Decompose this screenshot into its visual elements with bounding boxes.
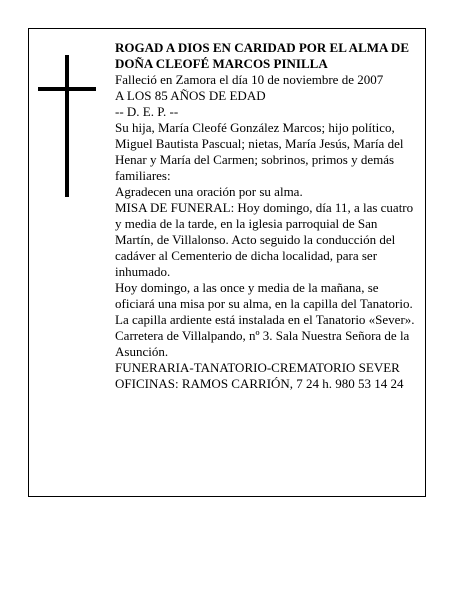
- mass-paragraph: Hoy domingo, a las once y media de la mañana, se oficiará una misa por su alma, en la capilla del Tanatorio.: [115, 280, 413, 311]
- deceased-name: DOÑA CLEOFÉ MARCOS PINILLA: [115, 56, 328, 71]
- cross-icon: [38, 55, 96, 197]
- rip-line: -- D. E. P. --: [115, 104, 179, 119]
- prayer-request: Agradecen una oración por su alma.: [115, 184, 303, 199]
- death-line: Falleció en Zamora el día 10 de noviembre de 2007: [115, 72, 384, 87]
- header-line: ROGAD A DIOS EN CARIDAD POR EL ALMA DE: [115, 40, 409, 55]
- chapel-paragraph: La capilla ardiente está instalada en el Tanatorio «Sever». Carretera de Villalpando, nº 3. Sala Nuestra Señora de la Asunción.: [115, 312, 415, 359]
- age-line: A LOS 85 AÑOS DE EDAD: [115, 88, 266, 103]
- offices-line: OFICINAS: RAMOS CARRIÓN, 7 24 h. 980 53 14 24: [115, 376, 404, 391]
- cross-vertical-bar: [65, 55, 69, 197]
- family-paragraph: Su hija, María Cleofé González Marcos; hijo político, Miguel Bautista Pascual; nietas, María Jesús, María del Henar y María del Carmen; sobrinos, primos y demás familiares:: [115, 120, 404, 183]
- obituary-text: [115, 40, 415, 392]
- funeral-mass-paragraph: MISA DE FUNERAL: Hoy domingo, día 11, a las cuatro y media de la tarde, en la iglesia parroquial de San Martín, de Villalonso. Acto seguido la conducción del cadáver al Cementerio de dicha localidad, para ser inhumado.: [115, 200, 414, 279]
- cross-horizontal-bar: [38, 87, 96, 91]
- funeral-home-line: FUNERARIA-TANATORIO-CREMATORIO SEVER: [115, 360, 400, 375]
